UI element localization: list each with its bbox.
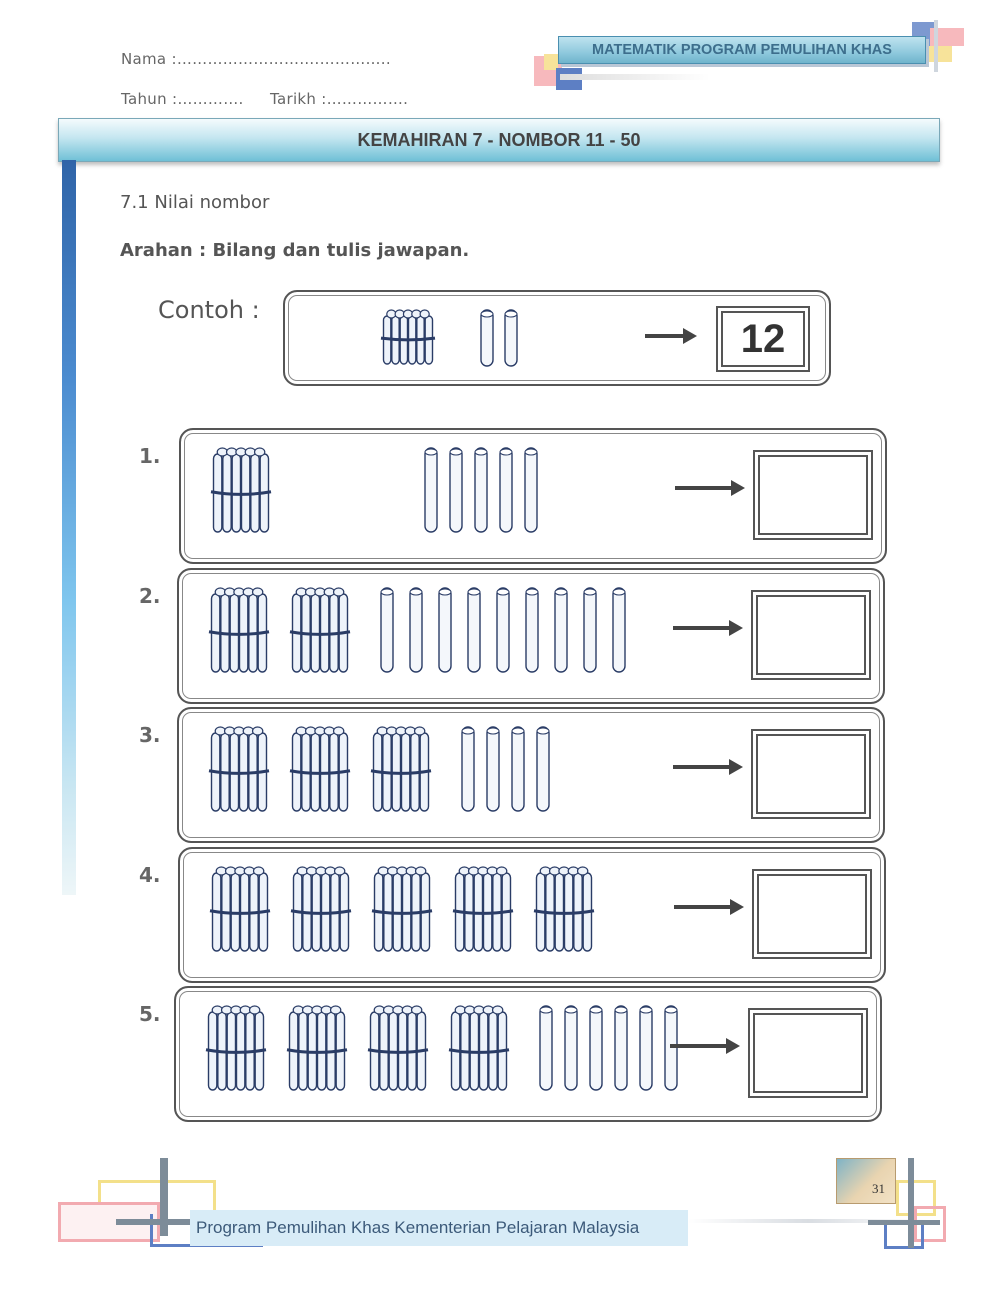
answer-value (754, 871, 870, 957)
single-stick-icon (439, 588, 451, 672)
single-stick-icon (487, 727, 499, 811)
arrow-right-icon (675, 480, 745, 496)
ten-stick-bundle-icon (206, 1006, 266, 1090)
ten-stick-bundle-icon (449, 1006, 509, 1090)
arrow-right-icon (645, 328, 697, 344)
answer-box[interactable] (753, 450, 873, 540)
single-stick-icon (525, 448, 537, 532)
decor-frame (884, 1224, 924, 1249)
ten-stick-bundle-icon (287, 1006, 347, 1090)
arrow-right-icon (670, 1038, 740, 1054)
single-stick-icon (526, 588, 538, 672)
ten-stick-bundle-icon (372, 867, 432, 951)
ten-stick-bundle-icon (534, 867, 594, 951)
nama-field: Nama :……………………….………….. (121, 50, 391, 68)
single-stick-icon (640, 1006, 652, 1090)
footer-text: Program Pemulihan Khas Kementerian Pelajaran Malaysia (196, 1218, 640, 1237)
ten-stick-bundle-icon (290, 588, 350, 672)
single-stick-icon (410, 588, 422, 672)
decor-line (560, 74, 710, 80)
single-stick-icon (590, 1006, 602, 1090)
section-subtitle: 7.1 Nilai nombor (120, 192, 270, 213)
single-stick-icon (481, 310, 493, 366)
ten-stick-bundle-icon (291, 867, 351, 951)
question-number: 5. (139, 1002, 161, 1026)
answer-box[interactable] (748, 1008, 868, 1098)
single-stick-icon (462, 727, 474, 811)
single-stick-icon (450, 448, 462, 532)
single-stick-icon (537, 727, 549, 811)
question-number: 4. (139, 863, 161, 887)
decor-square (928, 46, 952, 62)
page-number-tile (836, 1158, 896, 1204)
page-title: KEMAHIRAN 7 - NOMBOR 11 - 50 (357, 130, 641, 150)
single-stick-icon (475, 448, 487, 532)
ten-stick-bundle-icon (209, 588, 269, 672)
single-stick-icon (500, 448, 512, 532)
single-stick-icon (584, 588, 596, 672)
single-stick-icon (497, 588, 509, 672)
question-number: 3. (139, 723, 161, 747)
decor-line (908, 1158, 914, 1248)
single-stick-icon (512, 727, 524, 811)
ten-stick-bundle-icon (209, 727, 269, 811)
single-stick-icon (615, 1006, 627, 1090)
instruction: Arahan : Bilang dan tulis jawapan. (120, 240, 470, 261)
question-number: 2. (139, 584, 161, 608)
ten-stick-bundle-icon (210, 867, 270, 951)
single-stick-icon (468, 588, 480, 672)
example-label: Contoh : (158, 296, 260, 324)
title-bar (58, 118, 940, 162)
example-answer-box (716, 306, 810, 372)
example-answer: 12 (740, 316, 786, 361)
program-banner-text: MATEMATIK PROGRAM PEMULIHAN KHAS (592, 42, 892, 58)
single-stick-icon (425, 448, 437, 532)
ten-stick-bundle-icon (368, 1006, 428, 1090)
ten-stick-bundle-icon (211, 448, 271, 532)
tarikh-field: Tarikh :……………. (270, 90, 409, 108)
single-stick-icon (505, 310, 517, 366)
question-number: 1. (139, 444, 161, 468)
answer-box[interactable] (751, 729, 871, 819)
ten-stick-bundle-icon (371, 727, 431, 811)
arrow-right-icon (674, 899, 744, 915)
page-number: 31 (872, 1181, 885, 1196)
arrow-right-icon (673, 620, 743, 636)
single-stick-icon (565, 1006, 577, 1090)
decor-line (868, 1220, 940, 1225)
ten-stick-bundle-icon (381, 310, 435, 364)
answer-box[interactable] (751, 590, 871, 680)
program-banner (558, 36, 926, 64)
answer-value (755, 452, 871, 538)
single-stick-icon (540, 1006, 552, 1090)
answer-value (750, 1010, 866, 1096)
answer-box[interactable] (752, 869, 872, 959)
footer-bar (190, 1210, 688, 1246)
answer-value (753, 592, 869, 678)
tahun-field: Tahun :…………. (121, 90, 244, 108)
single-stick-icon (555, 588, 567, 672)
ten-stick-bundle-icon (453, 867, 513, 951)
answer-value (753, 731, 869, 817)
ten-stick-bundle-icon (290, 727, 350, 811)
side-strip (62, 160, 76, 895)
single-stick-icon (613, 588, 625, 672)
decor-line (934, 20, 938, 72)
single-stick-icon (381, 588, 393, 672)
arrow-right-icon (673, 759, 743, 775)
